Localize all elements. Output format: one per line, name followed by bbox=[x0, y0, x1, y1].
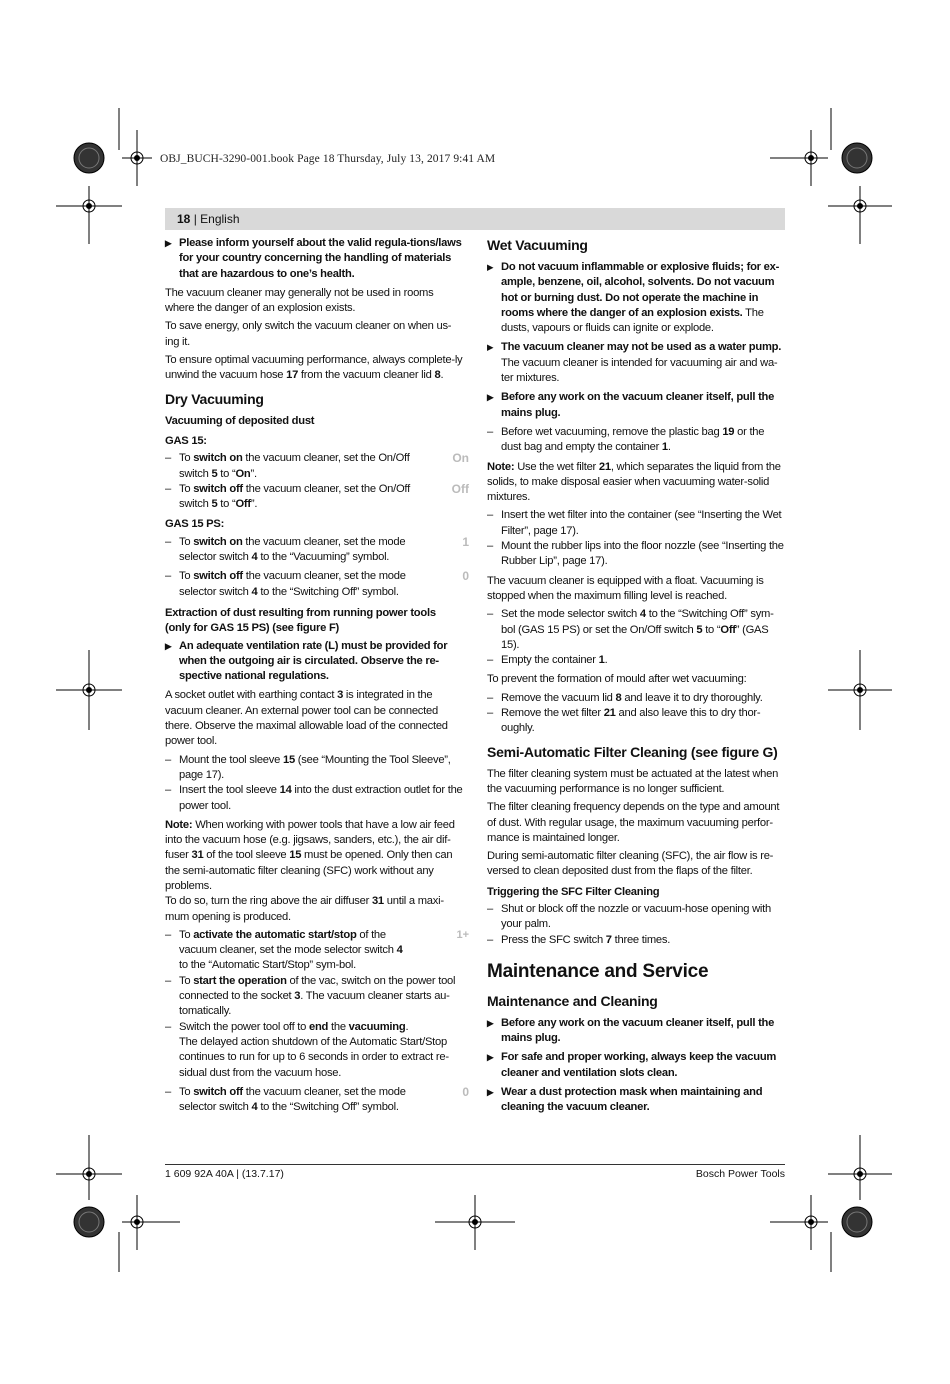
safety-bullet: ▶ Do not vacuum inflammable or explosive fluids; for ex-ample, benzene, oil, alcohol, solvents. Do not vacuum hot or burning dust. Do not operate the machine in rooms where the danger of an explosion exists. The dusts, vapours or fluids can ignite or explode. bbox=[487, 260, 785, 336]
paragraph: To ensure optimal vacuuming performance, always complete-ly unwind the vacuum hose 17 from the vacuum cleaner lid 8. bbox=[165, 354, 463, 382]
vacuuming-symbol-icon: 1 bbox=[462, 534, 469, 549]
paragraph: The filter cleaning system must be actuated at the latest when the vacuuming performance is no longer sufficient. bbox=[487, 767, 779, 795]
list-item: – Remove the wet filter 21 and also leave this to dry thor-oughly. bbox=[487, 706, 785, 737]
left-column bbox=[165, 236, 469, 1115]
switching-off-symbol-icon: 0 bbox=[462, 1084, 469, 1099]
safety-bullet: ▶ For safe and proper working, always keep the vacuum cleaner and ventilation slots clean. bbox=[487, 1050, 785, 1081]
header-language: English bbox=[200, 212, 240, 226]
chapter-title-maintenance: Maintenance and Service bbox=[487, 960, 709, 982]
list-item: – To switch on the vacuum cleaner, set the mode selector switch 4 to the “Vacuuming” symbol. 1 bbox=[165, 535, 463, 566]
paragraph: During semi-automatic filter cleaning (SFC), the air flow is re-versed to clean deposited dust from the flaps of the filter. bbox=[487, 850, 774, 878]
subsection-title: Vacuuming of deposited dust bbox=[165, 414, 315, 427]
paragraph: To do so, turn the ring above the air diffuser 31 until a maxi-mum opening is produced. bbox=[165, 895, 444, 923]
list-item: – To switch on the vacuum cleaner, set the On/Off switch 5 to “On”. On bbox=[165, 451, 463, 482]
safety-bullet: ▶ An adequate ventilation rate (L) must be provided for when the outgoing air is circulated. Observe the re-spective national regulations. bbox=[165, 639, 463, 685]
section-title-wet-vacuuming: Wet Vacuuming bbox=[487, 237, 588, 253]
list-item: – Remove the vacuum lid 8 and leave it to dry thoroughly. bbox=[487, 691, 785, 706]
list-item: – Mount the rubber lips into the floor nozzle (see “Inserting the Rubber Lip”, page 17). bbox=[487, 539, 785, 570]
paragraph: To save energy, only switch the vacuum cleaner on when us-ing it. bbox=[165, 320, 452, 348]
safety-bullet: ▶ Before any work on the vacuum cleaner itself, pull the mains plug. bbox=[487, 390, 785, 421]
subsection-title: Extraction of dust resulting from running power tools (only for GAS 15 PS) (see figure F) bbox=[165, 606, 436, 635]
list-item: – To switch off the vacuum cleaner, set the mode selector switch 4 to the “Switching Off” symbol. 0 bbox=[165, 1085, 463, 1116]
list-item: – To switch off the vacuum cleaner, set the mode selector switch 4 to the “Switching Off” symbol. 0 bbox=[165, 569, 463, 600]
on-switch-symbol-icon: On bbox=[452, 451, 469, 466]
paragraph: The filter cleaning frequency depends on the type and amount of dust. With regular usage, the maximum vacuuming perfor-mance is maintained longer. bbox=[487, 801, 780, 844]
footer-brand: Bosch Power Tools bbox=[695, 1168, 785, 1180]
print-slug: OBJ_BUCH-3290-001.book Page 18 Thursday, July 13, 2017 9:41 AM bbox=[160, 153, 496, 165]
switching-off-symbol-icon: 0 bbox=[462, 569, 469, 584]
section-title-dry-vacuuming: Dry Vacuuming bbox=[165, 390, 264, 407]
paragraph: A socket outlet with earthing contact 3 is integrated in the vacuum cleaner. An external power tool can be connected there. Observe the maximal allowable load of the connected power tool. bbox=[165, 689, 448, 748]
footer-divider bbox=[165, 1164, 785, 1165]
subsection-title: Triggering the SFC Filter Cleaning bbox=[487, 885, 660, 898]
model-label-gas15: GAS 15: bbox=[165, 434, 207, 447]
list-item: – Mount the tool sleeve 15 (see “Mounting the Tool Sleeve”, page 17). bbox=[165, 753, 463, 784]
page-header-text bbox=[177, 212, 240, 226]
footer-doc-number: 1 609 92A 40A | (13.7.17) bbox=[165, 1168, 284, 1180]
list-item: – Set the mode selector switch 4 to the “Switching Off” sym-bol (GAS 15 PS) or set the On/Off switch 5 to “Off” (GAS 15). bbox=[487, 607, 785, 653]
list-item: – Shut or block off the nozzle or vacuum-hose opening with your palm. bbox=[487, 902, 785, 933]
safety-bullet: ▶ Please inform yourself about the valid regula-tions/laws for your country concerning the handling of materials that are hazardous to one’s health. bbox=[165, 236, 463, 282]
section-title-sfc: Semi-Automatic Filter Cleaning (see figure G) bbox=[487, 743, 778, 760]
header-separator: | bbox=[190, 212, 201, 226]
model-label-gas15ps: GAS 15 PS: bbox=[165, 518, 225, 531]
right-column bbox=[487, 236, 785, 1120]
safety-bullet: ▶ Wear a dust protection mask when maintaining and cleaning the vacuum cleaner. bbox=[487, 1085, 785, 1116]
list-item: – Switch the power tool off to end the vacuuming. The delayed action shutdown of the Automatic Start/Stop continues to run for up to 6 seconds in order to extract re-sidual dust from the vacuum hose. bbox=[165, 1020, 463, 1081]
page-header bbox=[165, 208, 785, 230]
list-item: – To switch off the vacuum cleaner, set the On/Off switch 5 to “Off”. Off bbox=[165, 482, 463, 513]
list-item: – Before wet vacuuming, remove the plastic bag 19 or the dust bag and empty the container 1. bbox=[487, 425, 785, 456]
note-paragraph: Note: When working with power tools that have a low air feed into the vacuum hose (e.g. jigsaws, sanders, etc.), the air dif-fuser 31 of the tool sleeve 15 must be opened. Only then can the semi-automatic filter cleaning (SFC) work without any problems. bbox=[165, 818, 455, 892]
paragraph: The vacuum cleaner may generally not be used in rooms where the danger of an explosion exists. bbox=[165, 286, 434, 315]
paragraph: To prevent the formation of mould after wet vacuuming: bbox=[487, 673, 747, 686]
list-item: – Insert the tool sleeve 14 into the dust extraction outlet for the power tool. bbox=[165, 783, 463, 814]
section-title-maintenance-cleaning: Maintenance and Cleaning bbox=[487, 992, 658, 1009]
list-item: – Press the SFC switch 7 three times. bbox=[487, 933, 785, 948]
safety-bullet: ▶ Before any work on the vacuum cleaner itself, pull the mains plug. bbox=[487, 1016, 785, 1047]
page-number: 18 bbox=[177, 212, 191, 226]
auto-start-stop-symbol-icon: 1+ bbox=[456, 928, 469, 941]
list-item: – Insert the wet filter into the container (see “Inserting the Wet Filter”, page 17). bbox=[487, 508, 785, 539]
list-item: – To start the operation of the vac, switch on the power tool connected to the socket 3. The vacuum cleaner starts au-tomatically. bbox=[165, 974, 463, 1020]
list-item: – To activate the automatic start/stop of the vacuum cleaner, set the mode selector switch 4 to the “Automatic Start/Stop” sym-bol. 1+ bbox=[165, 928, 463, 974]
safety-bullet: ▶ The vacuum cleaner may not be used as a water pump. The vacuum cleaner is intended for vacuuming air and wa-ter mixtures. bbox=[487, 340, 785, 386]
off-switch-symbol-icon: Off bbox=[451, 481, 469, 496]
paragraph: The vacuum cleaner is equipped with a float. Vacuuming is stopped when the maximum filling level is reached. bbox=[487, 574, 764, 602]
list-item: – Empty the container 1. bbox=[487, 653, 785, 668]
note-paragraph: Note: Use the wet filter 21, which separates the liquid from the solids, to make disposal easier when vacuuming water-solid mixtures. bbox=[487, 460, 781, 504]
